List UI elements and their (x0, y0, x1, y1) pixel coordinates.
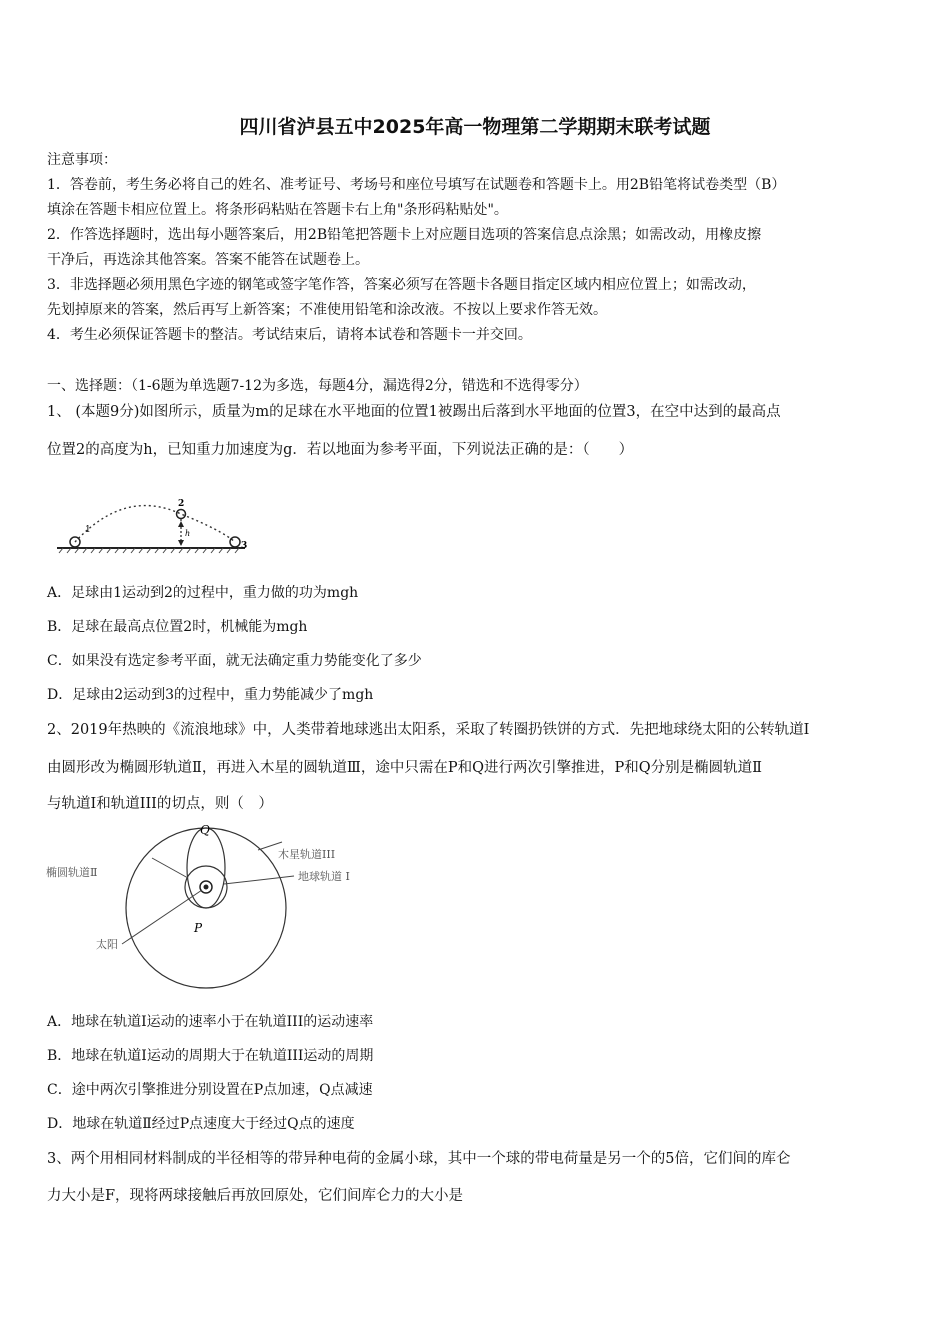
q2-option-a[interactable]: A．地球在轨道I运动的速率小于在轨道III的运动速率 (47, 1014, 374, 1030)
label-orbit-iii: 木星轨道III (278, 848, 336, 861)
notice-line: 填涂在答题卡相应位置上。将条形码粘贴在答题卡右上角"条形码粘贴处"。 (47, 202, 508, 218)
orbit-figure (40, 820, 380, 1000)
label-position-3: 3 (241, 541, 248, 551)
label-position-1: 1 (85, 525, 91, 535)
q1-option-a[interactable]: A．足球由1运动到2的过程中，重力做的功为mgh (47, 585, 359, 601)
label-orbit-i: 地球轨道 I (298, 870, 350, 883)
page-title: 四川省泸县五中2025年高一物理第二学期期末联考试题 (239, 116, 711, 138)
notice-line: 4．考生必须保证答题卡的整洁。考试结束后，请将本试卷和答题卡一并交回。 (47, 327, 532, 343)
question-2-text: 2、2019年热映的《流浪地球》中，人类带着地球逃出太阳系，采取了转圈扔铁饼的方式．先把地球绕太阳的公转轨道I (47, 722, 810, 738)
label-q: Q (200, 823, 210, 837)
ball-position-3 (230, 537, 240, 547)
q1-option-b[interactable]: B．足球在最高点位置2时，机械能为mgh (47, 619, 308, 635)
notice-line: 3．非选择题必须用黑色字迹的钢笔或签字笔作答，答案必须写在答题卡各题目指定区域内相应位置上；如需改动， (47, 277, 756, 293)
label-orbit-ii: 椭圆轨道Ⅱ (46, 866, 98, 879)
question-1-text: 1、 (本题9分)如图所示，质量为m的足球在水平地面的位置1被踢出后落到水平地面的位置3，在空中达到的最高点 (47, 404, 781, 420)
notice-line: 干净后，再选涂其他答案。答案不能答在试题卷上。 (47, 252, 369, 268)
q2-option-d[interactable]: D．地球在轨道Ⅱ经过P点速度大于经过Q点的速度 (47, 1116, 355, 1132)
notice-section (47, 148, 907, 348)
ball-position-2 (177, 510, 186, 519)
q1-option-c[interactable]: C．如果没有选定参考平面，就无法确定重力势能变化了多少 (47, 653, 422, 669)
notice-heading: 注意事项： (47, 152, 117, 168)
question-3-text: 3、两个用相同材料制成的半径相等的带异种电荷的金属小球，其中一个球的带电荷量是另一个的5倍，它们间的库仑 (47, 1151, 791, 1167)
question-2-text: 与轨道I和轨道III的切点，则（ ） (47, 796, 273, 812)
question-2-text: 由圆形改为椭圆形轨道Ⅱ，再进入木星的圆轨道Ⅲ，途中只需在P和Q进行两次引擎推进，P和Q分别是椭圆轨道Ⅱ (47, 760, 762, 776)
label-sun: 太阳 (96, 938, 118, 951)
q1-option-d[interactable]: D．足球由2运动到3的过程中，重力势能减少了mgh (47, 687, 374, 703)
notice-line: 先划掉原来的答案，然后再写上新答案；不准使用铅笔和涂改液。不按以上要求作答无效。 (47, 302, 607, 318)
football-trajectory-figure (55, 496, 255, 556)
label-p: P (194, 921, 203, 935)
label-position-2: 2 (178, 499, 185, 509)
q2-option-b[interactable]: B．地球在轨道I运动的周期大于在轨道III运动的周期 (47, 1048, 374, 1064)
notice-line: 1．答卷前，考生务必将自己的姓名、准考证号、考场号和座位号填写在试题卷和答题卡上。用2B铅笔将试卷类型（B） (47, 177, 786, 193)
label-height: h (185, 529, 191, 538)
section-heading: 一、选择题：（1-6题为单选题7-12为多选，每题4分，漏选得2分，错选和不选得零分） (47, 378, 588, 394)
q2-option-c[interactable]: C．途中两次引擎推进分别设置在P点加速，Q点减速 (47, 1082, 373, 1098)
question-1-text: 位置2的高度为h，已知重力加速度为g．若以地面为参考平面，下列说法正确的是：（ ） (47, 442, 634, 458)
notice-line: 2．作答选择题时，选出每小题答案后，用2B铅笔把答题卡上对应题目选项的答案信息点涂黑；如需改动，用橡皮擦 (47, 227, 762, 243)
question-3-text: 力大小是F，现将两球接触后再放回原处，它们间库仑力的大小是 (47, 1188, 464, 1204)
